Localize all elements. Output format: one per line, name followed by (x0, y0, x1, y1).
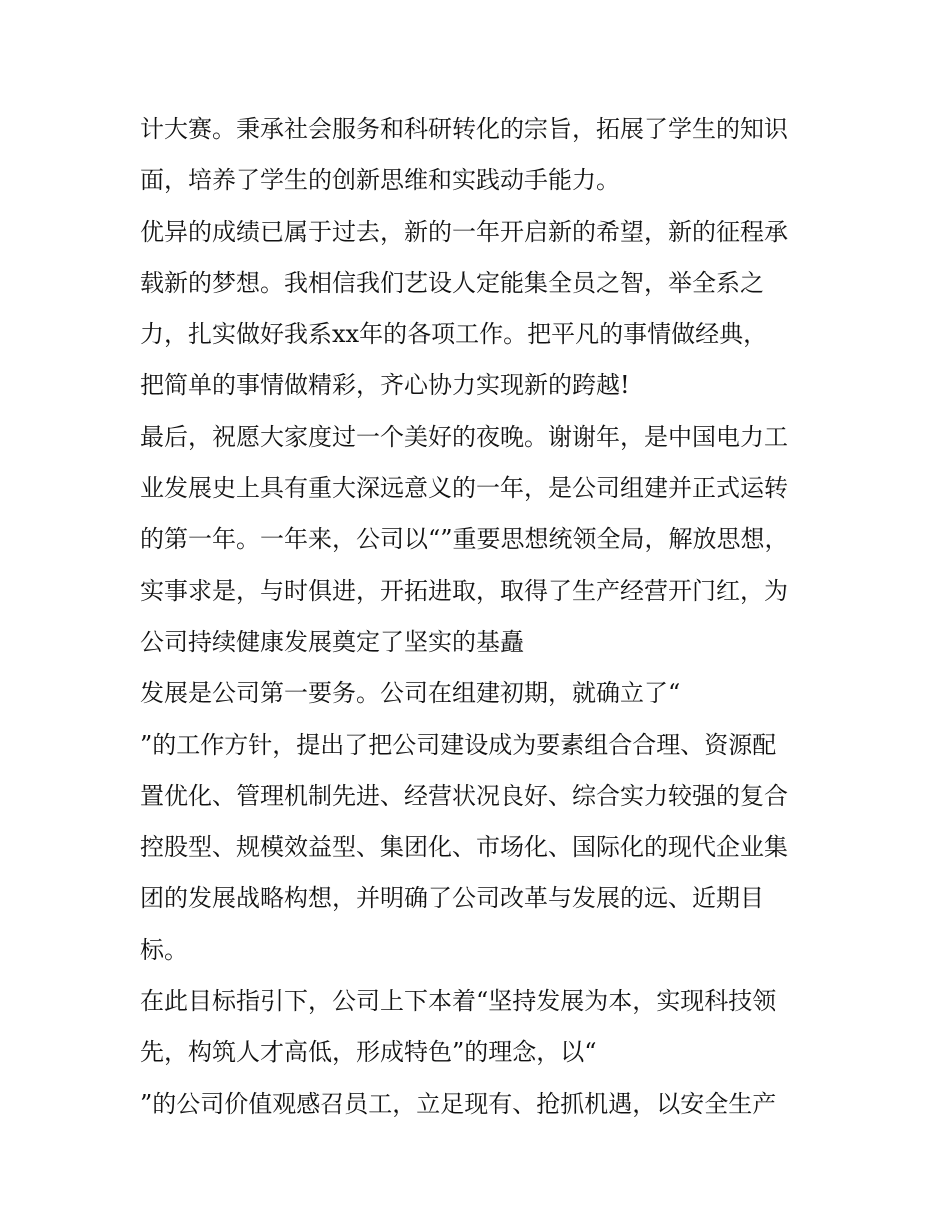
text-line: 在此目标指引下，公司上下本着“坚持发展为本，实现科技领 (140, 987, 777, 1016)
text-line: ”的公司价值观感召员工，立足现有、抢抓机遇，以安全生产 (140, 1089, 777, 1118)
document-body (140, 104, 820, 1130)
text-line: 优异的成绩已属于过去，新的一年开启新的希望，新的征程承 (140, 217, 788, 246)
text-line: 公司持续健康发展奠定了坚实的基矗 (140, 627, 524, 656)
text-line: 控股型、规模效益型、集团化、市场化、国际化的现代企业集 (140, 833, 788, 862)
text-line: 置优化、管理机制先进、经营状况良好、综合实力较强的复合 (140, 781, 788, 810)
text-line: 的第一年。一年来，公司以“”重要思想统领全局，解放思想， (140, 525, 789, 554)
text-line: 计大赛。秉承社会服务和科研转化的宗旨，拓展了学生的知识 (140, 115, 788, 143)
text-line: 标。 (140, 935, 188, 964)
text-line: 力，扎实做好我系xx年的各项工作。把平凡的事情做经典， (140, 320, 768, 349)
text-line: 把简单的事情做精彩，齐心协力实现新的跨越! (140, 371, 630, 400)
text-line: 最后，祝愿大家度过一个美好的夜晚。谢谢年，是中国电力工 (140, 422, 788, 451)
text-line: 面，培养了学生的创新思维和实践动手能力。 (140, 166, 620, 195)
text-line: 业发展史上具有重大深远意义的一年，是公司组建并正式运转 (140, 474, 788, 503)
text-line: 发展是公司第一要务。公司在组建初期，就确立了“ (140, 679, 681, 708)
text-line: 载新的梦想。我相信我们艺设人定能集全员之智，举全系之 (140, 268, 764, 297)
text-line: ”的工作方针，提出了把公司建设成为要素组合合理、资源配 (140, 730, 777, 759)
text-line: 实事求是，与时俱进，开拓进取，取得了生产经营开门红，为 (140, 576, 788, 605)
text-line: 团的发展战略构想，并明确了公司改革与发展的远、近期目 (140, 884, 764, 913)
text-line: 先，构筑人才高低，形成特色”的理念，以“ (140, 1038, 597, 1067)
